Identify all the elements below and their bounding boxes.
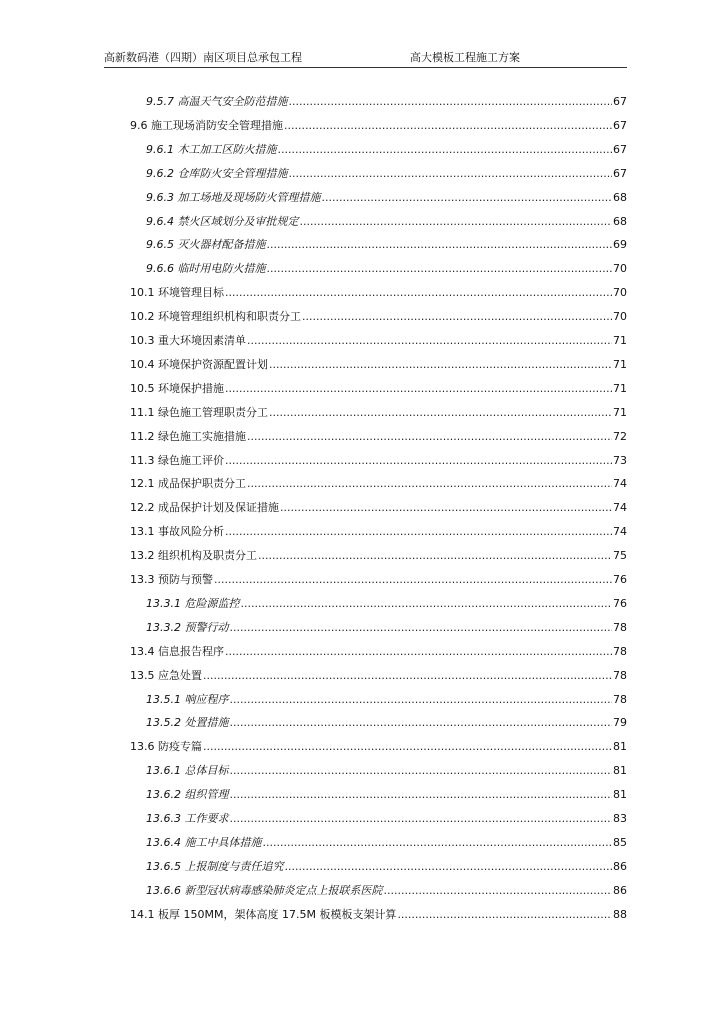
toc-entry-title: 10.3 重大环境因素清单	[130, 334, 246, 347]
toc-entry[interactable]	[146, 859, 627, 875]
toc-entry[interactable]	[130, 500, 627, 516]
toc-leader-dots	[214, 572, 612, 588]
toc-entry[interactable]	[146, 692, 627, 708]
toc-entry-page: 71	[613, 357, 627, 371]
toc-entry-title: 13.6.5 上报制度与责任追究	[146, 859, 284, 873]
toc-entry[interactable]	[146, 787, 627, 803]
toc-entry[interactable]	[130, 118, 627, 134]
toc-leader-dots	[240, 596, 612, 612]
toc-entry-page: 69	[613, 238, 627, 252]
toc-entry[interactable]	[130, 285, 627, 301]
toc-entry-page: 78	[613, 644, 627, 658]
toc-entry-page: 83	[613, 812, 627, 825]
header-project-name: 高新数码港（四期）南区项目总承包工程	[104, 51, 302, 64]
toc-entry[interactable]	[130, 357, 627, 373]
toc-entry-title: 13.2 组织机构及职责分工	[130, 549, 257, 563]
toc-leader-dots	[229, 811, 612, 827]
toc-entry-title: 11.2 绿色施工实施措施	[130, 429, 246, 443]
toc-entry[interactable]	[146, 166, 627, 182]
toc-leader-dots	[258, 548, 612, 564]
toc-entry[interactable]	[146, 835, 627, 851]
toc-entry-title: 11.1 绿色施工管理职责分工	[130, 405, 268, 419]
toc-entry-title: 13.6.3 工作要求	[146, 812, 229, 825]
toc-entry-title: 14.1 板厚 150MM，架体高度 17.5M 板模板支架计算	[130, 907, 397, 921]
toc-leader-dots	[269, 357, 612, 373]
toc-leader-dots	[302, 309, 612, 325]
toc-entry-page: 73	[613, 453, 627, 467]
toc-entry[interactable]	[130, 907, 627, 923]
toc-leader-dots	[267, 261, 613, 277]
toc-entry-title: 12.1 成品保护职责分工	[130, 477, 246, 491]
toc-entry[interactable]	[146, 237, 627, 253]
toc-entry-page: 76	[613, 573, 627, 586]
toc-entry-title: 9.6.3 加工场地及现场防火管理措施	[146, 190, 321, 204]
toc-entry-page: 70	[613, 310, 627, 324]
toc-entry-page: 78	[613, 668, 627, 682]
toc-leader-dots	[262, 835, 612, 851]
toc-entry-page: 81	[613, 740, 627, 754]
toc-leader-dots	[229, 620, 612, 636]
toc-entry-title: 13.4 信息报告程序	[130, 644, 224, 658]
toc-entry-page: 78	[613, 620, 627, 634]
toc-entry-title: 9.6.1 木工加工区防火措施	[146, 142, 277, 156]
toc-entry-page: 71	[613, 334, 627, 347]
toc-entry-page: 78	[613, 692, 627, 706]
toc-leader-dots	[247, 429, 612, 445]
toc-entry[interactable]	[146, 715, 627, 731]
toc-entry-title: 13.1 事故风险分析	[130, 525, 224, 539]
toc-entry[interactable]	[146, 261, 627, 277]
toc-entry-page: 70	[613, 262, 627, 276]
toc-entry[interactable]	[146, 94, 627, 110]
toc-entry-title: 13.3.1 危险源监控	[146, 596, 240, 610]
toc-entry[interactable]	[130, 429, 627, 445]
toc-entry[interactable]	[146, 811, 627, 827]
toc-leader-dots	[229, 715, 612, 731]
toc-entry[interactable]	[130, 644, 627, 660]
toc-entry[interactable]	[130, 333, 627, 349]
toc-entry-page: 79	[613, 716, 627, 730]
toc-entry[interactable]	[146, 190, 627, 206]
toc-leader-dots	[280, 500, 612, 516]
toc-entry-page: 81	[613, 788, 627, 802]
toc-entry[interactable]	[146, 596, 627, 612]
toc-entry-title: 11.3 绿色施工评价	[130, 453, 224, 467]
toc-entry[interactable]	[146, 214, 627, 230]
toc-leader-dots	[225, 453, 612, 469]
toc-entry-title: 13.5 应急处置	[130, 668, 202, 682]
toc-entry-title: 9.6.6 临时用电防火措施	[146, 262, 266, 276]
toc-entry[interactable]	[130, 381, 627, 397]
toc-entry[interactable]	[130, 668, 627, 684]
toc-leader-dots	[229, 763, 612, 779]
toc-entry-title: 13.3.2 预警行动	[146, 620, 229, 634]
toc-leader-dots	[397, 907, 612, 923]
toc-entry-page: 81	[613, 764, 627, 778]
toc-entry[interactable]	[146, 142, 627, 158]
toc-leader-dots	[278, 142, 613, 158]
toc-entry-title: 13.6.2 组织管理	[146, 788, 229, 802]
toc-entry[interactable]	[130, 405, 627, 421]
toc-entry-title: 10.4 环境保护资源配置计划	[130, 357, 268, 371]
toc-leader-dots	[383, 883, 612, 899]
toc-entry[interactable]	[146, 883, 627, 899]
toc-leader-dots	[321, 190, 612, 206]
toc-entry-page: 74	[613, 525, 627, 539]
toc-leader-dots	[267, 237, 613, 253]
header-divider	[104, 67, 627, 68]
toc-entry-page: 67	[613, 118, 627, 132]
toc-entry-page: 85	[613, 835, 627, 849]
toc-entry-title: 9.5.7 高温天气安全防范措施	[146, 95, 288, 108]
toc-entry-title: 13.3 预防与预警	[130, 573, 213, 586]
toc-entry-page: 71	[613, 405, 627, 419]
toc-entry[interactable]	[146, 620, 627, 636]
toc-entry[interactable]	[130, 309, 627, 325]
toc-leader-dots	[225, 644, 612, 660]
toc-entry[interactable]	[130, 476, 627, 492]
toc-leader-dots	[247, 333, 612, 349]
toc-leader-dots	[229, 787, 612, 803]
toc-leader-dots	[289, 166, 613, 182]
toc-entry[interactable]	[130, 524, 627, 540]
toc-leader-dots	[300, 214, 613, 230]
toc-entry-page: 72	[613, 429, 627, 443]
toc-entry-title: 9.6.2 仓库防火安全管理措施	[146, 166, 288, 180]
toc-entry-page: 76	[613, 596, 627, 610]
page-header	[104, 49, 627, 67]
toc-leader-dots	[269, 405, 612, 421]
toc-entry-page: 88	[613, 907, 627, 921]
toc-leader-dots	[289, 94, 613, 110]
toc-leader-dots	[247, 476, 612, 492]
toc-entry[interactable]	[130, 453, 627, 469]
toc-leader-dots	[225, 524, 612, 540]
toc-entry-title: 13.5.1 响应程序	[146, 692, 229, 706]
toc-entry-page: 74	[613, 477, 627, 491]
toc-entry[interactable]	[130, 739, 627, 755]
toc-entry-title: 13.6.4 施工中具体措施	[146, 835, 262, 849]
toc-entry-page: 86	[613, 859, 627, 873]
toc-entry-title: 10.2 环境管理组织机构和职责分工	[130, 310, 301, 324]
toc-leader-dots	[284, 859, 612, 875]
toc-entry-page: 74	[613, 501, 627, 515]
toc-entry-page: 67	[613, 95, 627, 108]
toc-entry-title: 9.6 施工现场消防安全管理措施	[130, 118, 283, 132]
toc-entry-page: 70	[613, 286, 627, 300]
toc-entry-title: 13.6 防疫专篇	[130, 740, 202, 754]
toc-entry-title: 9.6.4 禁火区域划分及审批规定	[146, 214, 299, 228]
toc-leader-dots	[203, 739, 612, 755]
toc-leader-dots	[225, 381, 612, 397]
toc-entry-title: 12.2 成品保护计划及保证措施	[130, 501, 279, 515]
toc-entry-page: 86	[613, 883, 627, 897]
toc-entry-page: 68	[613, 214, 627, 228]
toc-entry[interactable]	[130, 548, 627, 564]
toc-entry-page: 68	[613, 190, 627, 204]
toc-leader-dots	[203, 668, 612, 684]
header-document-title: 高大模板工程施工方案	[410, 51, 520, 64]
toc-leader-dots	[225, 285, 612, 301]
toc-entry-page: 67	[613, 166, 627, 180]
toc-leader-dots	[229, 692, 612, 708]
toc-entry-title: 10.5 环境保护措施	[130, 381, 224, 395]
toc-entry-title: 10.1 环境管理目标	[130, 286, 224, 300]
toc-entry-title: 13.6.6 新型冠状病毒感染肺炎定点上报联系医院	[146, 883, 383, 897]
toc-entry-title: 13.5.2 处置措施	[146, 716, 229, 730]
toc-entry-title: 13.6.1 总体目标	[146, 764, 229, 778]
toc-entry-title: 9.6.5 灭火器材配备措施	[146, 238, 266, 252]
toc-leader-dots	[284, 118, 612, 134]
toc-entry-page: 71	[613, 381, 627, 395]
toc-entry[interactable]	[130, 572, 627, 588]
toc-entry-page: 67	[613, 142, 627, 156]
toc-entry[interactable]	[146, 763, 627, 779]
toc-entry-page: 75	[613, 549, 627, 563]
